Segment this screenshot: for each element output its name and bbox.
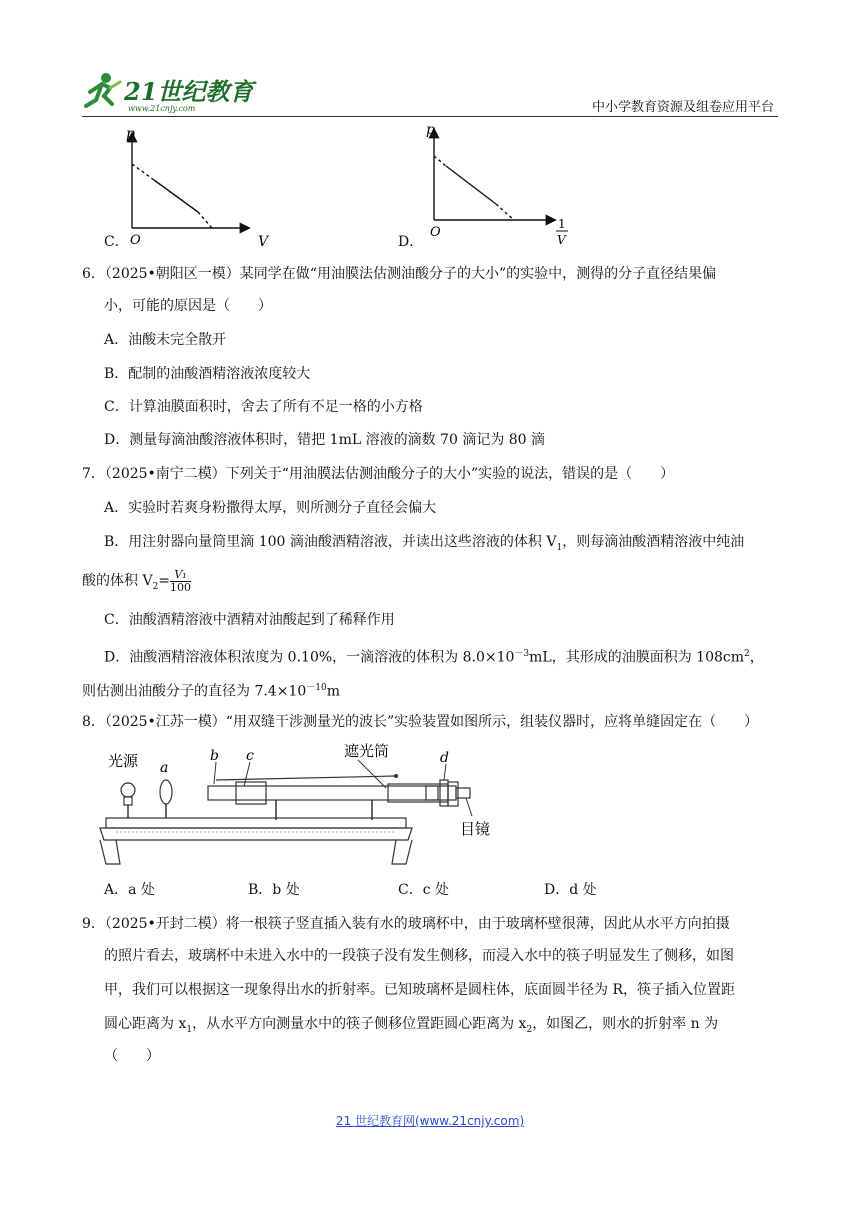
q8-option-c: C．c 处 <box>398 882 450 898</box>
q9-stem-line5: （ ） <box>104 1048 160 1064</box>
q7-b2-num: V₁ <box>170 569 191 582</box>
site-logo <box>80 70 260 114</box>
q8-option-d: D．d 处 <box>544 882 597 898</box>
q8-option-b: B．b 处 <box>248 882 300 898</box>
q9-stem-line1: 9．（2025•开封二模）将一根筷子竖直插入装有水的玻璃杯中，由于玻璃杯壁很薄，因此从水平方向拍摄 <box>82 916 730 932</box>
q6-option-d: D．测量每滴油酸溶液体积时，错把 1mL 溶液的滴数 70 滴记为 80 滴 <box>104 432 546 448</box>
fig-label-b: b <box>210 748 219 764</box>
fig-label-d: d <box>440 750 449 766</box>
graph-d-y-label: p <box>426 122 435 138</box>
q7-b1-post: ，则每滴油酸酒精溶液中纯油 <box>562 534 745 550</box>
q7-option-a: A．实验时若爽身粉撒得太厚，则所测分子直径会偏大 <box>104 500 437 516</box>
q9-l4-sub2: 2 <box>526 1024 533 1035</box>
q7-option-c: C．油酸酒精溶液中酒精对油酸起到了稀释作用 <box>104 612 395 628</box>
q7-b1-pre: B．用注射器向量筒里滴 100 滴油酸酒精溶液，并读出这些溶液的体积 V <box>104 534 557 550</box>
q5-graph-d <box>420 118 590 248</box>
q5-graph-c <box>118 124 278 248</box>
q8-apparatus-figure <box>96 740 449 872</box>
q7-option-b-line2 <box>82 566 191 602</box>
q7-b2-fraction <box>170 569 191 594</box>
fig-label-eyepiece: 目镜 <box>460 820 491 838</box>
graph-d-x-den: V <box>557 233 566 247</box>
q5-option-d-label: D． <box>398 234 424 250</box>
q7-b2-pre: 酸的体积 V <box>82 573 153 589</box>
q7-option-d-line1 <box>104 644 764 668</box>
fig-label-c: c <box>246 748 254 764</box>
fig-label-a: a <box>160 760 169 776</box>
graph-d-x-num: 1 <box>558 217 566 231</box>
q7-option-b-line1 <box>104 532 744 558</box>
q9-l4-sub1: 1 <box>186 1024 193 1035</box>
header-divider <box>82 116 778 117</box>
q6-stem-line1: 6．（2025•朝阳区一模）某同学在做“用油膜法估测油酸分子的大小”的实验中，测得的分子直径结果偏 <box>82 266 717 282</box>
q7-b2-sub: 2 <box>152 581 159 592</box>
logo-url: www.21cnjy.com <box>128 104 196 113</box>
q7-d1-mid: mL，其形成的油膜面积为 108cm <box>529 649 745 666</box>
q7-d1-post: ， <box>749 649 764 666</box>
graph-d-origin: O <box>430 225 441 240</box>
runner-icon <box>86 73 120 106</box>
q8-stem: 8．（2025•江苏一模）“用双缝干涉测量光的波长”实验装置如图所示，组装仪器时，应将单缝固定在（ ） <box>82 714 759 730</box>
q6-option-b: B．配制的油酸酒精溶液浓度较大 <box>104 366 311 382</box>
graph-c-origin: O <box>130 233 141 248</box>
q6-option-a: A．油酸未完全散开 <box>104 332 227 348</box>
q9-l4-post: ，如图乙，则水的折射率 n 为 <box>532 1016 719 1032</box>
graph-c-y-label: p <box>126 126 135 142</box>
footer-link[interactable]: 21 世纪教育网(www.21cnjy.com) <box>335 1114 525 1128</box>
q7-b2-eq: = <box>158 573 171 589</box>
fig-label-tube: 遮光筒 <box>344 742 390 760</box>
q7-d2-post: m <box>326 683 340 700</box>
q7-option-d-line2 <box>82 678 340 702</box>
q6-option-c: C．计算油膜面积时，舍去了所有不足一格的小方格 <box>104 399 423 415</box>
fig-label-light-source: 光源 <box>108 752 139 770</box>
q6-stem-line2: 小，可能的原因是（ ） <box>104 298 272 314</box>
logo-text: 21世纪教育 <box>124 77 254 106</box>
q7-b1-sub: 1 <box>556 542 563 553</box>
q7-d1-sup1: －3 <box>514 649 530 659</box>
q7-d2-pre: 则估测出油酸分子的直径为 7.4×10 <box>82 683 307 700</box>
q9-stem-line4 <box>104 1014 718 1040</box>
q7-d1-sup2: 2 <box>744 649 750 659</box>
q7-d2-sup: －10 <box>306 683 327 693</box>
q7-stem: 7．（2025•南宁二模）下列关于“用油膜法估测油酸分子的大小”实验的说法，错误的是（ ） <box>82 466 675 482</box>
q8-eyepiece-figure <box>426 740 526 850</box>
platform-title: 中小学教育资源及组卷应用平台 <box>591 100 774 115</box>
q8-option-a: A．a 处 <box>104 882 155 898</box>
q5-option-c-label: C． <box>104 234 129 250</box>
q9-l4-mid: ，从水平方向测量水中的筷子侧移位置距圆心距离为 x <box>192 1016 527 1032</box>
q7-b2-den: 100 <box>170 580 192 594</box>
graph-c-x-label: V <box>258 234 269 250</box>
q9-l4-pre: 圆心距离为 x <box>104 1016 187 1032</box>
q7-d1-pre: D．油酸酒精溶液体积浓度为 0.10%，一滴溶液的体积为 8.0×10 <box>104 649 515 666</box>
q9-stem-line2: 的照片看去，玻璃杯中未进入水中的一段筷子没有发生侧移，而浸入水中的筷子明显发生了侧移，如图 <box>104 948 734 964</box>
q9-stem-line3: 甲，我们可以根据这一现象得出水的折射率。已知玻璃杯是圆柱体，底面圆半径为 R，筷子插入位置距 <box>104 982 735 998</box>
